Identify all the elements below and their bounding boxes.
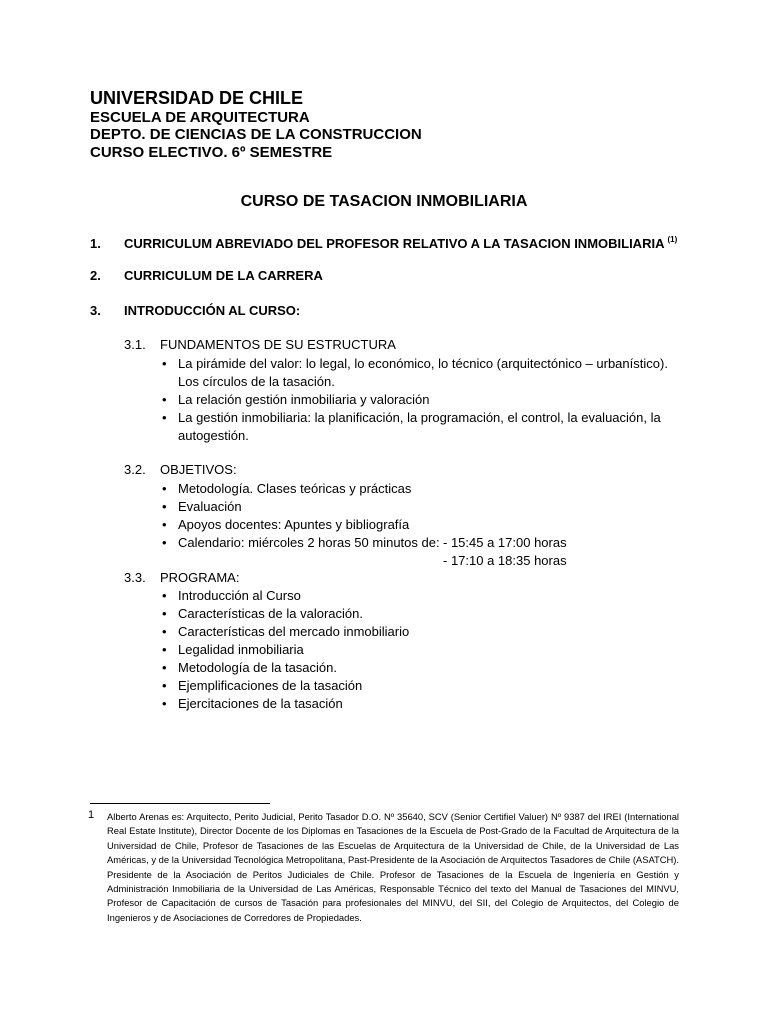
objectives-list xyxy=(160,480,680,570)
school-name: ESCUELA DE ARQUITECTURA xyxy=(90,109,310,126)
list-item: • Características de la valoración. xyxy=(160,605,680,623)
subsection-3-3 xyxy=(124,570,239,585)
list-item: • Ejemplificaciones de la tasación xyxy=(160,677,680,695)
section-label: INTRODUCCIÓN AL CURSO: xyxy=(124,303,301,318)
subsection-number: 3.3. xyxy=(124,570,146,585)
list-item: • Legalidad inmobiliaria xyxy=(160,641,680,659)
subsection-number: 3.1. xyxy=(124,337,146,352)
list-item: • Introducción al Curso xyxy=(160,587,680,605)
section-label: CURRICULUM ABREVIADO DEL PROFESOR RELATIVO A LA TASACION INMOBILIARIA xyxy=(124,236,665,251)
section-3 xyxy=(90,303,300,318)
calendar-times xyxy=(443,534,567,570)
list-item: • Metodología. Clases teóricas y prácticas xyxy=(160,480,680,498)
university-name: UNIVERSIDAD DE CHILE xyxy=(90,88,304,108)
footnote-divider xyxy=(90,803,270,804)
list-item: • La gestión inmobiliaria: la planificación, la programación, el control, la evaluación, la autogestión. xyxy=(160,409,680,445)
section-number: 3. xyxy=(90,303,101,318)
program-list xyxy=(160,587,680,713)
structure-list xyxy=(160,355,680,445)
footnote-number: 1 xyxy=(88,809,95,821)
list-item: • Apoyos docentes: Apuntes y bibliografía xyxy=(160,516,680,534)
course-info: CURSO ELECTIVO. 6º SEMESTRE xyxy=(90,144,333,161)
section-2 xyxy=(90,268,323,283)
footnote-reference: (1) xyxy=(667,235,678,244)
subsection-label: FUNDAMENTOS DE SU ESTRUCTURA xyxy=(160,337,396,352)
calendar-item xyxy=(160,534,680,570)
section-1 xyxy=(90,235,677,251)
list-item: • La relación gestión inmobiliaria y valoración xyxy=(160,391,680,409)
document-title: CURSO DE TASACION INMOBILIARIA xyxy=(240,193,528,210)
list-item: • La pirámide del valor: lo legal, lo económico, lo técnico (arquitectónico – urbanístico). Los círculos de la tasación. xyxy=(160,355,680,391)
subsection-3-2 xyxy=(124,462,237,477)
subsection-3-1 xyxy=(124,337,396,352)
subsection-number: 3.2. xyxy=(124,462,146,477)
calendar-label: • Calendario: miércoles 2 horas 50 minutos de: xyxy=(178,535,440,550)
department-name: DEPTO. DE CIENCIAS DE LA CONSTRUCCION xyxy=(90,126,422,143)
list-item: • Características del mercado inmobiliario xyxy=(160,623,680,641)
section-number: 1. xyxy=(90,236,101,251)
section-label: CURRICULUM DE LA CARRERA xyxy=(124,268,323,283)
subsection-label: OBJETIVOS: xyxy=(160,462,237,477)
calendar-time: - 17:10 a 18:35 horas xyxy=(443,553,567,568)
calendar-time: - 15:45 a 17:00 horas xyxy=(443,535,567,550)
list-item: • Evaluación xyxy=(160,498,680,516)
list-item: • Metodología de la tasación. xyxy=(160,659,680,677)
list-item: • Ejercitaciones de la tasación xyxy=(160,695,680,713)
footnote-text: Alberto Arenas es: Arquitecto, Perito Judicial, Perito Tasador D.O. Nº 35640, SCV (Senior Certifiel Valuer) Nº 9387 del IREI (International Real Estate Institute), Director Docente de los Diplomas en Tasaciones de la Escuela de Post-Grado de la Facultad de Arquitectura de la Universidad de Chile, Profesor de Tasaciones de las Escuelas de Arquitectura de la Universidad de Chile, de la Universidad de Las Américas, y de la Universidad Tecnológica Metropolitana, Past-Presidente de la Asociación de Arquitectos Tasadores de Chile (ASATCH). Presidente de la Asociación de Peritos Judiciales de Chile. Profesor de Tasaciones de la Escuela de Ingeniería en Gestión y Administración Inmobiliaria de la Universidad de Las Américas, Responsable Técnico del texto del Manual de Tasaciones del MINVU, Profesor de Capacitación de cursos de Tasación para profesionales del MINVU, del SII, del Colegio de Arquitectos, del Colegio de Ingenieros y de Asociaciones de Corredores de Propiedades. xyxy=(107,811,679,923)
section-number: 2. xyxy=(90,268,101,283)
subsection-label: PROGRAMA: xyxy=(160,570,240,585)
